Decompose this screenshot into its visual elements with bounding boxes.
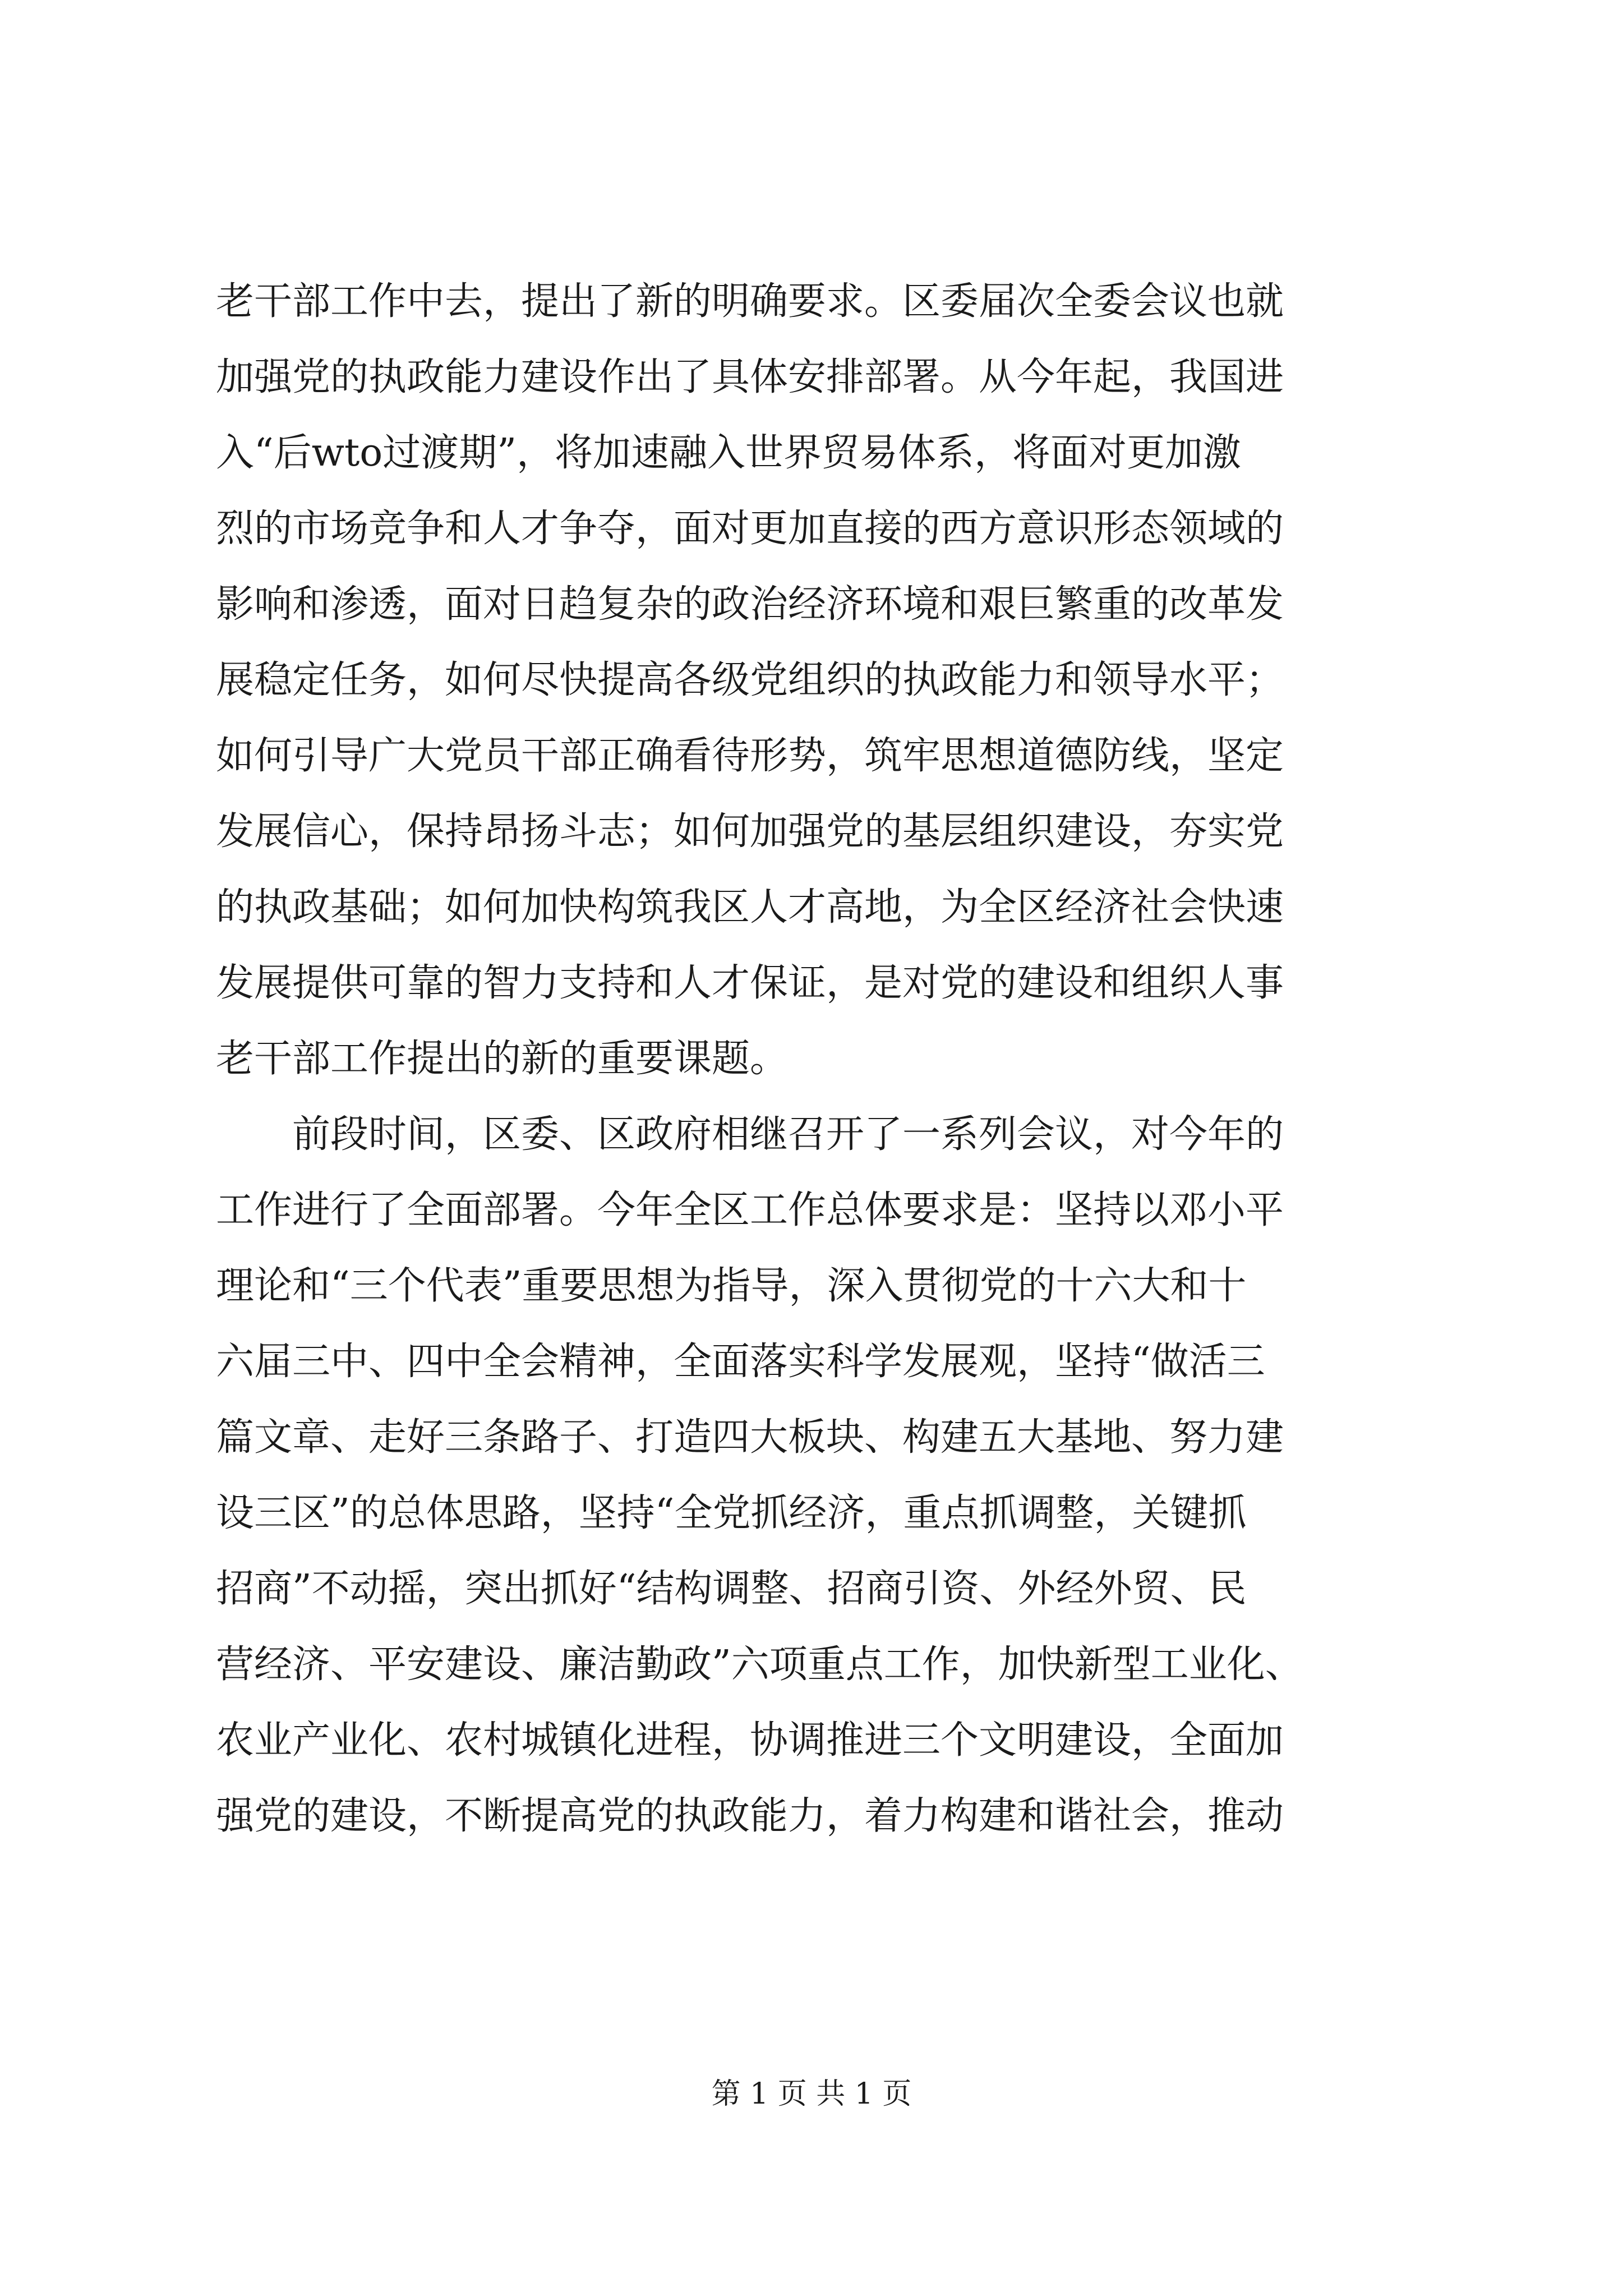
text-line: 老干部工作提出的新的重要课题。 [216, 1037, 789, 1081]
text-line: 加强党的执政能力建设作出了具体安排部署。从今年起，我国进 [216, 355, 1284, 399]
paragraph-first-line: 前段时间，区委、区政府相继召开了一系列会议，对今年的 [292, 1112, 1284, 1157]
page-number-footer: 第 1 页 共 1 页 [711, 2077, 912, 2111]
text-line: 展稳定任务，如何尽快提高各级党组织的执政能力和领导水平； [216, 658, 1284, 702]
text-line: 理论和“三个代表”重要思想为指导，深入贯彻党的十六大和十 [216, 1264, 1247, 1308]
text-line: 农业产业化、农村城镇化进程，协调推进三个文明建设，全面加 [216, 1718, 1284, 1763]
text-line: 设三区”的总体思路，坚持“全党抓经济，重点抓调整，关键抓 [216, 1491, 1247, 1535]
text-line: 营经济、平安建设、廉洁勤政”六项重点工作，加快新型工业化、 [216, 1642, 1303, 1687]
text-line: 如何引导广大党员干部正确看待形势，筑牢思想道德防线，坚定 [216, 734, 1284, 778]
text-line: 烈的市场竞争和人才争夺，面对更加直接的西方意识形态领域的 [216, 507, 1284, 551]
text-line: 影响和渗透，面对日趋复杂的政治经济环境和艰巨繁重的改革发 [216, 582, 1284, 627]
text-line: 强党的建设，不断提高党的执政能力，着力构建和谐社会，推动 [216, 1794, 1284, 1838]
text-line: 入“后wto过渡期”，将加速融入世界贸易体系，将面对更加激 [216, 431, 1241, 475]
text-line: 招商”不动摇，突出抓好“结构调整、招商引资、外经外贸、民 [216, 1567, 1247, 1611]
text-line: 发展信心，保持昂扬斗志；如何加强党的基层组织建设，夯实党 [216, 809, 1284, 854]
text-line: 老干部工作中去，提出了新的明确要求。区委届次全委会议也就 [216, 279, 1284, 324]
text-line: 发展提供可靠的智力支持和人才保证，是对党的建设和组织人事 [216, 961, 1284, 1005]
text-line: 篇文章、走好三条路子、打造四大板块、构建五大基地、努力建 [216, 1415, 1284, 1460]
text-line: 的执政基础；如何加快构筑我区人才高地，为全区经济社会快速 [216, 885, 1284, 930]
text-line: 工作进行了全面部署。今年全区工作总体要求是：坚持以邓小平 [216, 1188, 1284, 1232]
text-line: 六届三中、四中全会精神，全面落实科学发展观，坚持“做活三 [216, 1340, 1265, 1384]
body-text [216, 264, 1422, 1854]
